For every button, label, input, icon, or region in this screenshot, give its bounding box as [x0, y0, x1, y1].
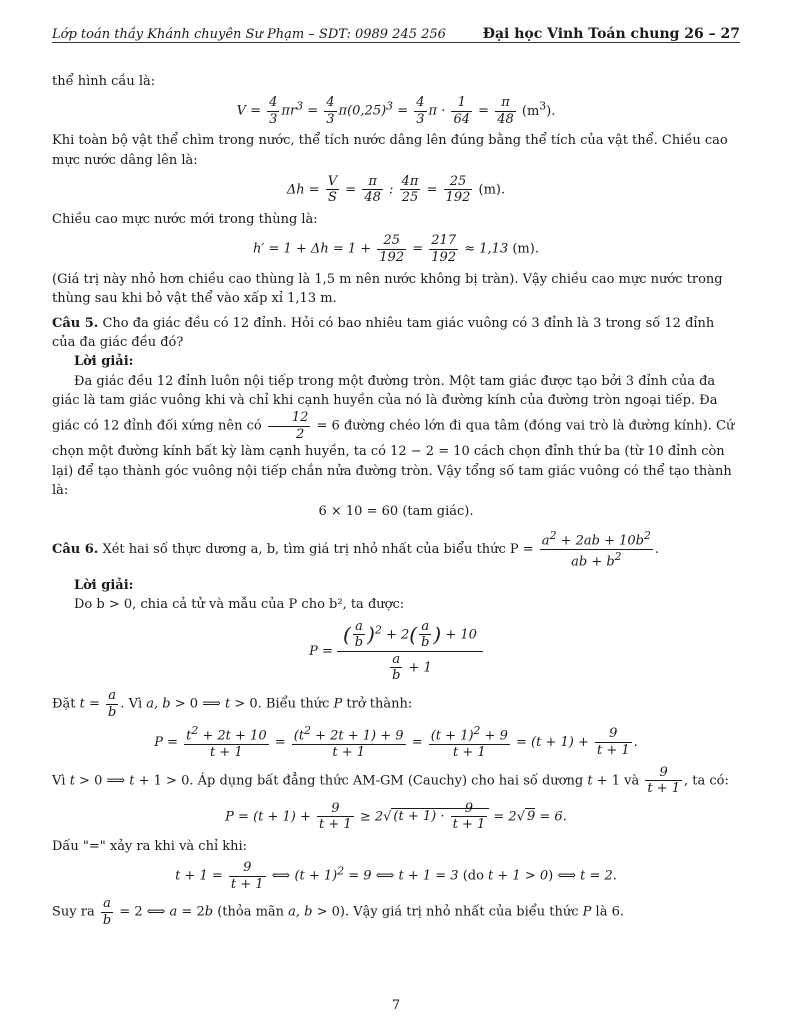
paragraph: (Giá trị này nhỏ hơn chiều cao thùng là 1,5 m nên nước không bị tràn). Vậy chiều cao mực nước trong thùng sau khi bỏ vật thể vào xấp xỉ 1,13 m. — [52, 271, 723, 306]
header-right: Đại học Vinh Toán chung 26 – 27 — [482, 26, 740, 42]
equation-new-height: h′ = 1 + Δh = 1 + $\frac{25}{192}$ = $\frac{217}{192}$ ≈ 1,13 (m). — [253, 233, 539, 265]
question-text: Xét hai số thực dương a, b, tìm giá trị nhỏ nhất của biểu thức P = — [102, 542, 534, 558]
paragraph: Khi toàn bộ vật thể chìm trong nước, thể tích nước dâng lên đúng bằng thể tích của vật thể. Chiều cao mực nước dâng lên là: — [52, 133, 728, 168]
equation-p-t: P = $\frac{t^2 + 2t + 10}{t + 1}$ = $\frac{(t^2 + 2t + 1) + 9}{t + 1}$ = $\frac{(t + 1)^2 + 9}{t + 1}$ = (t + 1) + $\frac{9}{t + 1}$ . — [154, 724, 638, 761]
equation-answer-5: 6 × 10 = 60 (tam giác). — [318, 504, 474, 520]
question-6: Câu 6. Xét hai số thực dương a, b, tìm giá trị nhỏ nhất của biểu thức P = $\frac{a^2 + 2ab + 10b^2}{ab + b^2}$ . — [52, 529, 660, 570]
question-label: Câu 5. — [52, 315, 99, 331]
paragraph: Do b > 0, chia cả tử và mẫu của P cho b², ta được: — [74, 597, 405, 613]
page-number: 7 — [391, 998, 401, 1013]
paragraph: Chiều cao mực nước mới trong thùng là: — [52, 212, 318, 228]
equation-equality: t + 1 = $\frac{9}{t + 1}$ ⟺ $(t + 1)^2 = 9$ ⟺ t + 1 = 3 (do t + 1 > 0) ⟺ t = 2. — [175, 860, 617, 892]
solution-label: Lời giải: — [74, 354, 134, 370]
equation-am-gm: P = (t + 1) + $\frac{9}{t + 1}$ ≥ 2√ (t + 1) · $\frac{9}{t + 1}$ = 2√ 9 = 6. — [225, 800, 567, 833]
question-text: Cho đa giác đều có 12 đỉnh. Hỏi có bao nhiêu tam giác vuông có 3 đỉnh là 3 trong số 12 đỉnh của đa giác đều đó? — [52, 315, 715, 351]
paragraph: thể hình cầu là: — [52, 74, 156, 89]
paragraph: Đặt t = $\frac{a}{b}$ . Vì a, b > 0 ⟹ t > 0. Biểu thức P trở thành: — [52, 687, 413, 720]
question-label: Câu 6. — [52, 542, 99, 558]
equation-volume: V = $\frac{4}{3}$ $\pi r^3$ = $\frac{4}{3}$ $\pi(0,25)^3$ = $\frac{4}{3}$ π · $\frac{1}{64}$ = $\frac{\pi}{48}$ $(m^3)$. — [236, 95, 556, 127]
question-5 — [52, 314, 740, 352]
equation-delta-h: Δh = $\frac{V}{S}$ = $\frac{\pi}{48}$ : $\frac{4\pi}{25}$ = $\frac{25}{192}$ (m). — [286, 173, 506, 206]
paragraph: Suy ra $\frac{a}{b}$ = 2 ⟺ a = 2b (thỏa mãn a, b > 0). Vậy giá trị nhỏ nhất của biểu thức P là 6. — [52, 896, 624, 929]
paragraph: Dấu "=" xảy ra khi và chỉ khi: — [52, 839, 248, 855]
paragraph: Vì t > 0 ⟹ t + 1 > 0. Áp dụng bất đẳng thức AM-GM (Cauchy) cho hai số dương t + 1 và $\frac{9}{t + 1}$ , ta có: — [52, 764, 729, 797]
page-body — [52, 72, 740, 929]
header-left: Lớp toán thầy Khánh chuyên Sư Phạm – SDT: 0989 245 256 — [52, 27, 446, 42]
solution-label: Lời giải: — [74, 578, 134, 594]
equation-p-ratio: P = ( $\frac{a}{b}$ )$^2$ + 2( $\frac{a}{b}$ ) + 10 $\frac{a}{b}$ + 1 — [52, 619, 740, 684]
page-header — [52, 20, 740, 43]
solution-5-text: Đa giác đều 12 đỉnh luôn nội tiếp trong một đường tròn. Một tam giác được tạo bởi 3 đỉnh của đa giác là tam giác vuông khi và chỉ khi cạnh huyền của nó là đường kính của đường tròn ngoại tiếp. Đa giác có 12 đỉnh đối xứng nên có $\frac{12}{2}$ = 6 đường chéo lớn đi qua tâm (đóng vai trò là đường kính). Cứ chọn một đường kính bất kỳ làm cạnh huyền, ta có 12 − 2 = 10 cách chọn đỉnh thứ ba (từ 10 đỉnh còn lại) để tạo thành góc vuông nội tiếp chắn nửa đường tròn. Vậy tổng số tam giác vuông có thể tạo thành là: — [52, 373, 735, 498]
